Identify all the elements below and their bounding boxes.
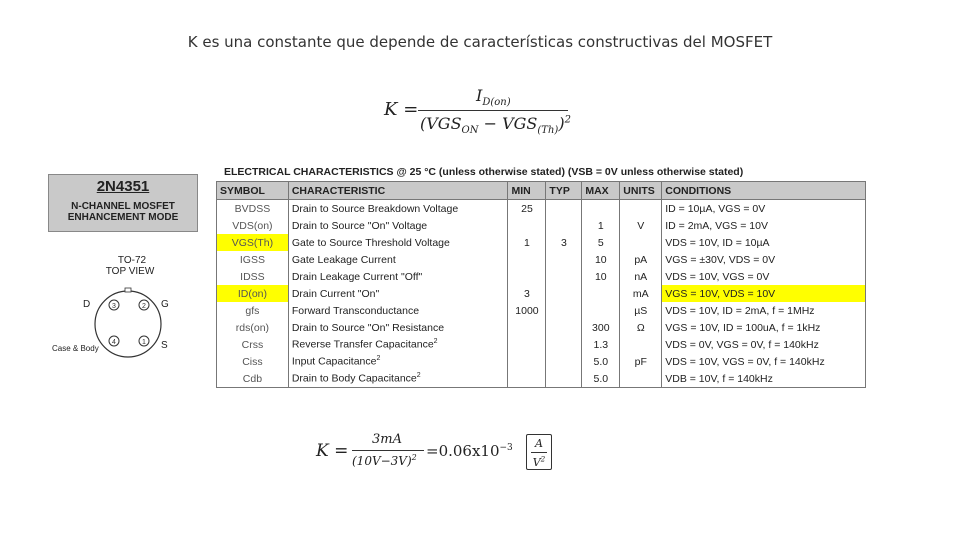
to72-pinout-diagram — [48, 255, 198, 365]
typ-cell — [546, 268, 582, 285]
pin-label-d: D — [83, 299, 91, 310]
symbol-cell: Crss — [217, 336, 289, 353]
conditions-cell: VGS = ±30V, VDS = 0V — [662, 251, 866, 268]
header-max: MAX — [582, 182, 620, 200]
typ-cell — [546, 353, 582, 370]
table-header-row — [217, 182, 866, 200]
pin-1-number: 1 — [142, 339, 146, 346]
symbol-cell: gfs — [217, 302, 289, 319]
symbol-cell: BVDSS — [217, 200, 289, 218]
fraction-bar — [352, 450, 424, 451]
header-typ: TYP — [546, 182, 582, 200]
min-cell — [508, 217, 546, 234]
part-description-line2: ENHANCEMENT MODE — [67, 212, 179, 223]
package-tab — [125, 288, 131, 292]
characteristic-cell: Drain to Source "On" Voltage — [288, 217, 508, 234]
header-min: MIN — [508, 182, 546, 200]
typ-cell — [546, 336, 582, 353]
symbol-cell: IDSS — [217, 268, 289, 285]
characteristic-cell: Drain to Source "On" Resistance — [288, 319, 508, 336]
min-cell — [508, 251, 546, 268]
conditions-cell: ID = 10µA, VGS = 0V — [662, 200, 866, 218]
pinout-title1: TO-72 — [117, 255, 147, 266]
units-cell — [620, 234, 662, 251]
units-cell: V — [620, 217, 662, 234]
conditions-cell-highlighted: VGS = 10V, VDS = 10V — [662, 285, 866, 302]
formula-denominator: $(VGS_{ON} - VGS_{(Th)})^2$ — [420, 114, 571, 137]
header-units: UNITS — [620, 182, 662, 200]
pin-label-s: S — [161, 340, 168, 351]
table-row — [217, 353, 866, 370]
table-row — [217, 302, 866, 319]
max-cell: 10 — [582, 268, 620, 285]
symbol-cell: Ciss — [217, 353, 289, 370]
conditions-cell: ID = 2mA, VGS = 10V — [662, 217, 866, 234]
min-cell: 1000 — [508, 302, 546, 319]
characteristic-cell: Gate to Source Threshold Voltage — [288, 234, 508, 251]
package-outline — [95, 291, 161, 357]
symbol-cell: VDS(on) — [217, 217, 289, 234]
characteristic-cell: Forward Transconductance — [288, 302, 508, 319]
characteristic-cell: Drain Current "On" — [288, 285, 508, 302]
pin-3-number: 3 — [112, 303, 116, 310]
symbol-cell-highlighted: ID(on) — [217, 285, 289, 302]
electrical-characteristics — [216, 165, 866, 388]
typ-cell — [546, 302, 582, 319]
formula2-lhs: K — [316, 441, 329, 461]
heading: K es una constante que depende de características constructivas del MOSFET — [187, 33, 773, 51]
table-row — [217, 268, 866, 285]
units-cell: pA — [620, 251, 662, 268]
max-cell: 10 — [582, 251, 620, 268]
conditions-cell: VGS = 10V, ID = 100uA, f = 1kHz — [662, 319, 866, 336]
units-cell: Ω — [620, 319, 662, 336]
table-row-threshold — [217, 234, 866, 251]
units-cell: pF — [620, 353, 662, 370]
pin-4-number: 4 — [112, 339, 116, 346]
conditions-cell: VDB = 10V, f = 140kHz — [662, 370, 866, 388]
fraction-bar — [418, 110, 568, 111]
formula-lhs: K — [384, 99, 398, 120]
part-label-box — [48, 174, 198, 232]
table-row — [217, 217, 866, 234]
table-row — [217, 200, 866, 218]
max-cell: 300 — [582, 319, 620, 336]
max-cell — [582, 285, 620, 302]
conditions-cell: VDS = 0V, VGS = 0V, f = 140kHz — [662, 336, 866, 353]
formula2-units-bracket: A $V^2$ — [526, 434, 552, 470]
formula2-denominator: $(10V-3V)^2$ — [352, 453, 417, 468]
footnote-mark: 2 — [376, 355, 381, 363]
pin-2-number: 2 — [142, 303, 146, 310]
conditions-cell: VDS = 10V, ID = 10µA — [662, 234, 866, 251]
k-definition-formula — [376, 80, 586, 140]
characteristic-cell: Gate Leakage Current — [288, 251, 508, 268]
characteristics-table — [216, 181, 866, 388]
max-cell: 5.0 — [582, 353, 620, 370]
units-cell — [620, 370, 662, 388]
min-cell: 25 — [508, 200, 546, 218]
conditions-cell: VDS = 10V, VGS = 0V — [662, 268, 866, 285]
typ-cell: 3 — [546, 234, 582, 251]
conditions-cell: VDS = 10V, ID = 2mA, f = 1MHz — [662, 302, 866, 319]
max-cell — [582, 302, 620, 319]
min-cell — [508, 319, 546, 336]
part-description-line1: N-CHANNEL MOSFET — [71, 201, 175, 212]
typ-cell — [546, 370, 582, 388]
formula-numerator: $I_{D(on)}$ — [476, 86, 511, 109]
min-cell: 3 — [508, 285, 546, 302]
units-cell: µS — [620, 302, 662, 319]
units-cell: mA — [620, 285, 662, 302]
footnote-mark: 2 — [433, 338, 438, 346]
pin-label-g: G — [161, 299, 169, 310]
max-cell: 1 — [582, 217, 620, 234]
characteristic-cell: Reverse Transfer Capacitance$^2$ — [288, 336, 508, 353]
table-row — [217, 251, 866, 268]
table-row — [217, 319, 866, 336]
max-cell — [582, 200, 620, 218]
pinout-title2: TOP VIEW — [105, 266, 155, 277]
characteristic-cell: Input Capacitance$^2$ — [288, 353, 508, 370]
symbol-cell: rds(on) — [217, 319, 289, 336]
table-row — [217, 370, 866, 388]
units-cell — [620, 336, 662, 353]
min-cell: 1 — [508, 234, 546, 251]
min-cell — [508, 370, 546, 388]
table-row — [217, 336, 866, 353]
pin-label-case: Case & Body — [52, 344, 99, 353]
characteristic-cell: Drain to Body Capacitance$^2$ — [288, 370, 508, 388]
typ-cell — [546, 319, 582, 336]
typ-cell — [546, 251, 582, 268]
typ-cell — [546, 285, 582, 302]
characteristic-cell: Drain to Source Breakdown Voltage — [288, 200, 508, 218]
header-symbol: SYMBOL — [217, 182, 289, 200]
table-title: ELECTRICAL CHARACTERISTICS @ 25 °C (unless otherwise stated) (VSB = 0V unless otherwise stated) — [224, 166, 744, 178]
header-conditions: CONDITIONS — [662, 182, 866, 200]
units-cell: nA — [620, 268, 662, 285]
min-cell — [508, 336, 546, 353]
min-cell — [508, 268, 546, 285]
k-calculation-formula — [314, 430, 554, 474]
table-row-drain-current — [217, 285, 866, 302]
part-number: 2N4351 — [96, 178, 150, 195]
max-cell: 5.0 — [582, 370, 620, 388]
max-cell: 5 — [582, 234, 620, 251]
formula-equals: = — [403, 99, 419, 120]
footnote-mark: 2 — [416, 372, 421, 380]
typ-cell — [546, 200, 582, 218]
typ-cell — [546, 217, 582, 234]
symbol-cell: Cdb — [217, 370, 289, 388]
symbol-cell: IGSS — [217, 251, 289, 268]
characteristic-cell: Drain Leakage Current "Off" — [288, 268, 508, 285]
header-characteristic: CHARACTERISTIC — [288, 182, 508, 200]
formula2-result: $=0.06x10^{-3}$ — [426, 442, 513, 460]
units-cell — [620, 200, 662, 218]
conditions-cell: VDS = 10V, VGS = 0V, f = 140kHz — [662, 353, 866, 370]
symbol-cell-highlighted: VGS(Th) — [217, 234, 289, 251]
max-cell: 1.3 — [582, 336, 620, 353]
formula2-numerator: 3mA — [372, 432, 402, 447]
formula2-equals: = — [334, 441, 349, 461]
min-cell — [508, 353, 546, 370]
